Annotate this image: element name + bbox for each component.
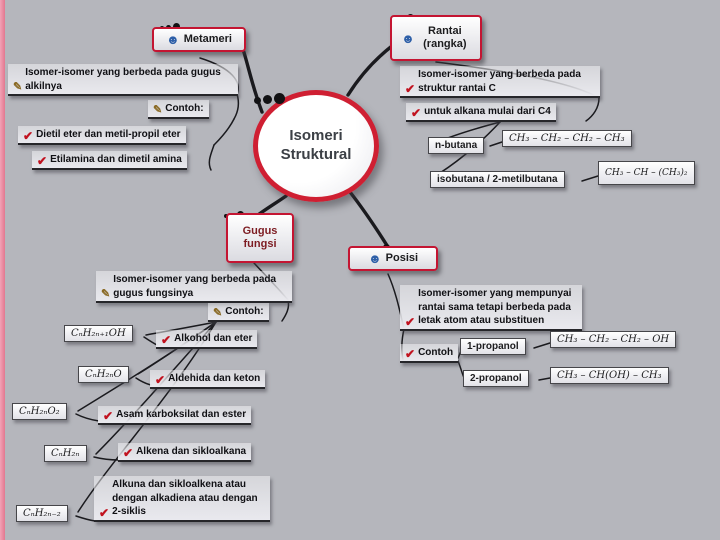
posisi-contoh [400,344,458,363]
branch-rantai [390,15,482,61]
gugus-formula-box-4 [44,445,87,462]
branch-metameri-label: Metameri [183,33,232,45]
check-icon: ✔ [123,445,134,460]
posisi-contoh-text: Contoh [418,347,454,358]
posisi-formula-2-text: CH₃ – CH(OH) – CH₃ [557,370,662,381]
central-topic [253,90,379,202]
metameri-example-1 [18,126,186,145]
gugus-name-5-text: Alkuna dan sikloalkena atau dengan alkadiena atau dengan 2-siklis [112,479,258,517]
posisi-desc-text: Isomer-isomer yang mempunyai rantai sama tetapi berbeda pada letak atom atau substituen [418,288,572,326]
rantai-desc [400,66,600,98]
gugus-formula-box-5 [16,505,68,522]
gugus-name-4-text: Alkena dan sikloalkana [136,446,247,457]
smiley-icon: ☻ [166,32,180,48]
gugus-name-5 [94,476,270,522]
check-icon: ✔ [99,505,110,520]
metameri-desc-text: Isomer-isomer yang berbeda pada gugus alkilnya [25,67,221,92]
branch-gugus-fungsi-label: Gugus fungsi [242,224,278,250]
rantai-formula-1-text: CH₃ – CH₂ – CH₂ – CH₃ [509,133,625,144]
metameri-desc [8,64,238,96]
check-icon: ✔ [405,82,416,96]
gugus-formula-box-3 [12,403,67,420]
rantai-note [406,103,556,122]
central-topic-title: Isomeri Struktural [280,127,352,163]
gugus-fungsi-desc [96,271,292,303]
gugus-name-2 [150,370,265,389]
branch-posisi [348,246,438,271]
posisi-desc [400,285,582,331]
check-icon: ✔ [411,105,422,120]
branch-metameri [152,27,246,52]
pencil-icon: ✎ [213,306,223,319]
gugus-formula-box-1 [64,325,133,342]
gugus-fungsi-contoh [208,303,269,322]
gugus-formula-2-text: CₙH₂ₙO [85,369,122,380]
gugus-fungsi-contoh-text: Contoh: [225,306,264,317]
rantai-name-1-text: n-butana [435,140,478,151]
posisi-name-box-1 [460,338,526,355]
branch-posisi-label: Posisi [385,252,419,264]
gugus-name-4 [118,443,251,462]
branch-gugus-fungsi [226,213,294,263]
gugus-formula-1-text: CₙH₂ₙ₊₁OH [71,328,126,339]
posisi-name-1-text: 1-propanol [467,341,519,352]
gugus-name-2-text: Aldehida dan keton [168,373,261,384]
rantai-formula-box-2 [598,161,695,185]
dots-decoration [254,86,287,104]
rantai-name-box-1 [428,137,484,154]
pencil-icon: ✎ [13,81,23,93]
gugus-formula-5-text: CₙH₂ₙ₋₂ [23,508,61,519]
posisi-formula-box-2 [550,367,669,384]
rantai-formula-2-text: CH₃ – CH – (CH₃)₂ [605,168,688,178]
rantai-name-box-2 [430,171,565,188]
gugus-name-3 [98,406,251,425]
rantai-note-text: untuk alkana mulai dari C4 [424,106,551,117]
check-icon: ✔ [37,153,48,168]
rantai-formula-box-1 [502,130,632,147]
posisi-name-2-text: 2-propanol [470,373,522,384]
pencil-icon: ✎ [153,103,163,116]
metameri-example-2-text: Etilamina dan dimetil amina [50,154,182,165]
branch-rantai-label: Rantai (rangka) [423,24,467,50]
gugus-name-3-text: Asam karboksilat dan ester [116,409,247,420]
gugus-formula-3-text: CₙH₂ₙO₂ [19,406,60,417]
check-icon: ✔ [405,314,416,329]
metameri-contoh-text: Contoh: [165,103,204,114]
check-icon: ✔ [155,372,166,387]
pencil-icon: ✎ [101,288,111,300]
check-icon: ✔ [405,346,416,361]
check-icon: ✔ [161,332,172,347]
left-edge-accent [0,0,5,540]
posisi-formula-1-text: CH₃ – CH₂ – CH₂ – OH [557,334,670,345]
metameri-contoh [148,100,209,119]
rantai-name-2-text: isobutana / 2-metilbutana [437,174,558,185]
gugus-name-1 [156,330,257,349]
gugus-name-1-text: Alkohol dan eter [174,333,253,344]
metameri-example-2 [32,151,187,170]
check-icon: ✔ [103,408,114,423]
gugus-fungsi-desc-text: Isomer-isomer yang berbeda pada gugus fungsinya [113,274,277,299]
posisi-formula-box-1 [550,331,676,348]
metameri-example-1-text: Dietil eter dan metil-propil eter [36,129,181,140]
posisi-name-box-2 [463,370,529,387]
gugus-formula-box-2 [78,366,129,383]
gugus-formula-4-text: CₙH₂ₙ [51,448,80,459]
smiley-icon: ☻ [367,251,382,267]
smiley-icon: ☻ [401,30,415,46]
rantai-desc-text: Isomer-isomer yang berbeda pada struktur rantai C [418,69,581,94]
check-icon: ✔ [23,128,34,143]
